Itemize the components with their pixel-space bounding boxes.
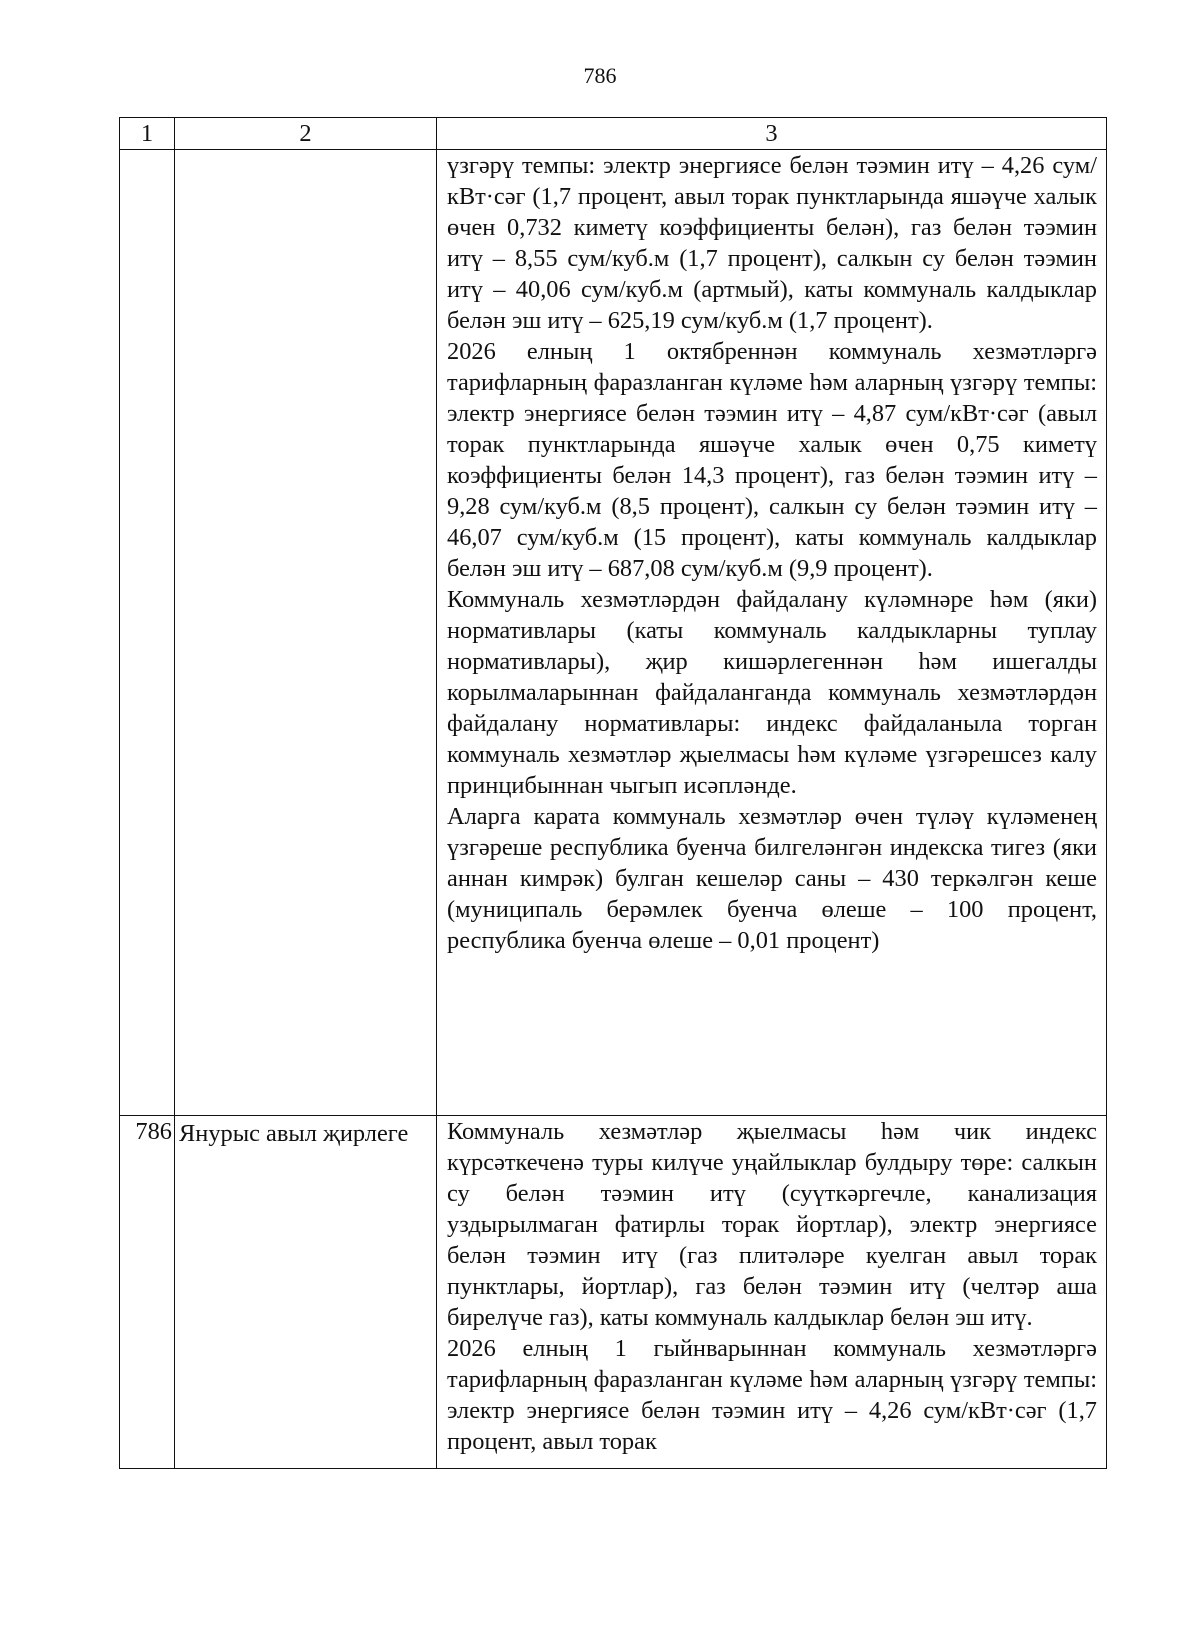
description-cell	[437, 150, 1107, 1116]
row-number-cell	[120, 150, 175, 1116]
header-cell-name: 2	[175, 118, 437, 150]
description-paragraph: Аларга карата коммуналь хезмәтләр өчен түләү күләменең үзгәреше республика буенча билгеләнгән индекска тигез (яки аннан кимрәк) булган кешеләр саны – 430 теркәлгән кеше (муниципаль берәмлек буенча өлеше – 100 процент, республика буенча өлеше – 0,01 процент)	[447, 803, 1097, 954]
header-cell-number: 1	[120, 118, 175, 150]
description-cell	[437, 1116, 1107, 1469]
page-number: 786	[583, 63, 617, 88]
settlement-name-cell: Янурыс авыл җирлеге	[175, 1116, 437, 1469]
description-paragraph: Коммуналь хезмәтләр җыелмасы һәм чик индекс күрсәткеченә туры килүче уңайлыклар булдыру төре: салкын су белән тәэмин итү (суүткәргечле, канализация уздырылмаган фатирлы торак йортлар), электр энергиясе белән тәэмин итү (газ плитәләре куелган авыл торак пунктлары, йортлар), газ белән тәэмин итү (челтәр аша бирелүче газ), каты коммуналь калдыклар белән эш итү.	[447, 1118, 1097, 1331]
table-row	[120, 150, 1107, 1116]
description-paragraph: Коммуналь хезмәтләрдән файдалану күләмнәре һәм (яки) нормативлары (каты коммуналь калдыкларны туплау нормативлары), җир кишәрлегеннән һәм ишегалды корылмаларыннан файдаланганда коммуналь хезмәтләрдән файдалану нормативлары: индекс файдаланыла торган коммуналь хезмәтләр җыелмасы һәм күләме үзгәрешсез калу принцибыннан чыгып исәпләнде.	[447, 586, 1097, 799]
row-number-cell: 786	[120, 1116, 175, 1469]
description-paragraph: үзгәрү темпы: электр энергиясе белән тәэмин итү – 4,26 сум/кВт·сәг (1,7 процент, авыл торак пунктларында яшәүче халык өчен 0,732 киметү коэффициенты белән), газ белән тәэмин итү – 8,55 сум/куб.м (1,7 процент), салкын су белән тәэмин итү – 40,06 сум/куб.м (артмый), каты коммуналь калдыклар белән эш итү – 625,19 сум/куб.м (1,7 процент).	[447, 152, 1097, 334]
table-row	[120, 1116, 1107, 1469]
description-paragraph: 2026 елның 1 гыйнварыннан коммуналь хезмәтләргә тарифларның фаразланган күләме һәм аларның үзгәрү темпы: электр энергиясе белән тәэмин итү – 4,26 сум/кВт·сәг (1,7 процент, авыл торак	[447, 1335, 1097, 1455]
settlement-name-cell	[175, 150, 437, 1116]
document-table	[119, 117, 1107, 1469]
header-cell-text: 3	[437, 118, 1107, 150]
table-header-row	[120, 118, 1107, 150]
description-paragraph: 2026 елның 1 октябреннән коммуналь хезмәтләргә тарифларның фаразланган күләме һәм аларның үзгәрү темпы: электр энергиясе белән тәэмин итү – 4,87 сум/кВт·сәг (авыл торак пунктларында яшәүче халык өчен 0,75 киметү коэффициенты белән 14,3 процент), газ белән тәэмин итү – 9,28 сум/куб.м (8,5 процент), салкын су белән тәэмин итү – 46,07 сум/куб.м (15 процент), каты коммуналь калдыклар белән эш итү – 687,08 сум/куб.м (9,9 процент).	[447, 338, 1097, 582]
